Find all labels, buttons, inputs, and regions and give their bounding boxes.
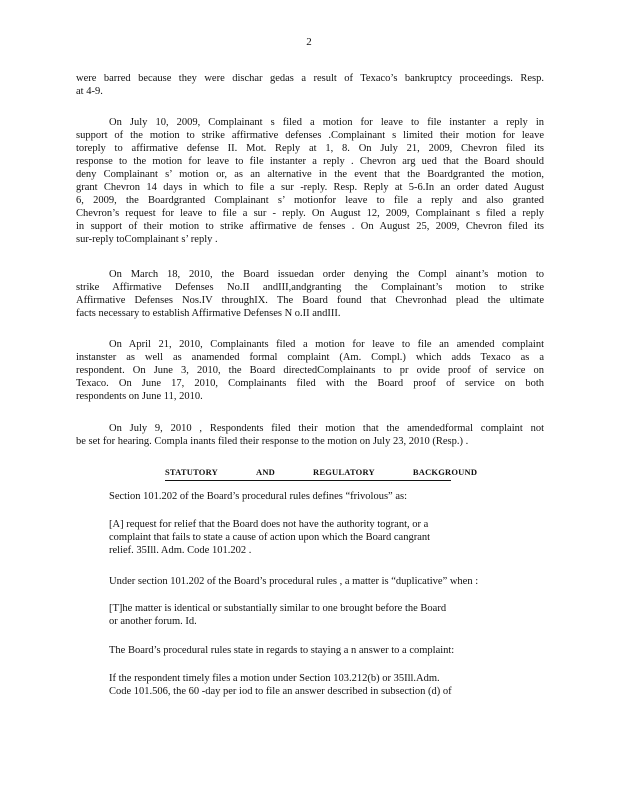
text-line: On July 10, 2009, Complainant s filed a motion for leave to file instanter a reply in — [109, 117, 544, 128]
quote-line: [A] request for relief that the Board does not have the authority togrant, or a — [109, 519, 429, 530]
text-line: grant Chevron 14 days in which to file a sur -reply. Resp. Reply at 5-6.In an order dated August — [76, 182, 544, 193]
heading-word: REGULATORY — [313, 467, 375, 477]
duplicative-quote — [109, 602, 499, 628]
quote-line: Code 101.506, the 60 -day per iod to file an answer described in subsection (d) of — [109, 686, 452, 697]
quote-line: [T]he matter is identical or substantially similar to one brought before the Board — [109, 603, 447, 614]
text-line: be set for hearing. Compla inants filed their response to the motion on July 23, 2010 (Resp.) . — [76, 436, 469, 447]
text-line: deny Complainant s’ motion or, as an alternative in the event that the Boardgranted the motion, — [76, 169, 544, 180]
text-line: facts necessary to establish Affirmative Defenses N o.II andIII. — [76, 308, 341, 319]
text-line: support of the motion to strike affirmative defenses .Complainant s limited their motion for leave — [76, 130, 544, 141]
page-number: 2 — [306, 36, 312, 48]
text-line: toreply to affirmative defense II. Mot. Reply at 1, 8. On July 21, 2009, Chevron filed its — [76, 143, 544, 154]
paragraph-motion-for-leave — [76, 116, 544, 246]
paragraph-respondents-motion — [76, 422, 544, 448]
paragraph-march-order — [76, 268, 544, 320]
text-line: strike Affirmative Defenses No.II andIII,andgranting the Complainant’s motion to strike — [76, 282, 544, 293]
quote-line: relief. 35Ill. Adm. Code 101.202 . — [109, 545, 252, 556]
quote-line: or another forum. Id. — [109, 616, 197, 627]
text-line: On March 18, 2010, the Board issuedan order denying the Compl ainant’s motion to — [109, 269, 544, 280]
frivolous-intro: Section 101.202 of the Board’s procedural rules defines “frivolous” as: — [109, 491, 408, 502]
text-line: were barred because they were dischar gedas a result of Texaco’s bankruptcy proceedings. Resp. — [76, 73, 544, 84]
text-line: sur-reply toComplainant s’ reply . — [76, 234, 218, 245]
duplicative-intro: Under section 101.202 of the Board’s procedural rules , a matter is “duplicative” when : — [109, 576, 479, 587]
quote-line: If the respondent timely files a motion under Section 103.212(b) or 35Ill.Adm. — [109, 673, 440, 684]
heading-word: BACKGROUND — [412, 467, 478, 477]
heading-word: STATUTORY — [165, 467, 218, 477]
text-line: respondent. On June 3, 2010, the Board directedComplainants to pr ovide proof of service on — [76, 365, 544, 376]
text-line: in support of their motion to strike affirmative de fenses . On August 25, 2009, Chevron filed its — [76, 221, 544, 232]
answer-stay-intro: The Board’s procedural rules state in regards to staying a n answer to a complaint: — [109, 645, 455, 656]
text-line: respondents on June 11, 2010. — [76, 391, 203, 402]
heading-word: AND — [256, 467, 276, 477]
paragraph-amended-complaint — [76, 338, 544, 403]
section-heading — [165, 466, 478, 481]
text-line: instanster as well as anamended formal complaint (Am. Compl.) which adds Texaco as a — [76, 352, 544, 363]
quote-line: complaint that fails to state a cause of action upon which the Board cangrant — [109, 532, 431, 543]
paragraph-bankruptcy-continuation — [76, 72, 544, 98]
text-line: Chevron’s request for leave to file a sur - reply. On August 12, 2009, Complainant s filed a reply — [76, 208, 544, 219]
text-line: On April 21, 2010, Complainants filed a motion for leave to file an amended complaint — [109, 339, 544, 350]
text-line: at 4-9. — [76, 86, 103, 97]
text-line: Texaco. On June 17, 2010, Complainants filed with the Board proof of service on both — [76, 378, 544, 389]
text-line: On July 9, 2010 , Respondents filed their motion that the amendedformal complaint not — [109, 423, 544, 434]
frivolous-quote — [109, 518, 499, 557]
text-line: 6, 2009, the Boardgranted Complainant s’ motionfor leave to file a reply and also granted — [76, 195, 544, 206]
text-line: response to the motion for leave to file instanter a reply . Chevron arg ued that the Board should — [76, 156, 544, 167]
answer-stay-quote — [109, 672, 499, 698]
text-line: Affirmative Defenses Nos.IV throughIX. The Board found that Chevronhad plead the ultimate — [76, 295, 544, 306]
